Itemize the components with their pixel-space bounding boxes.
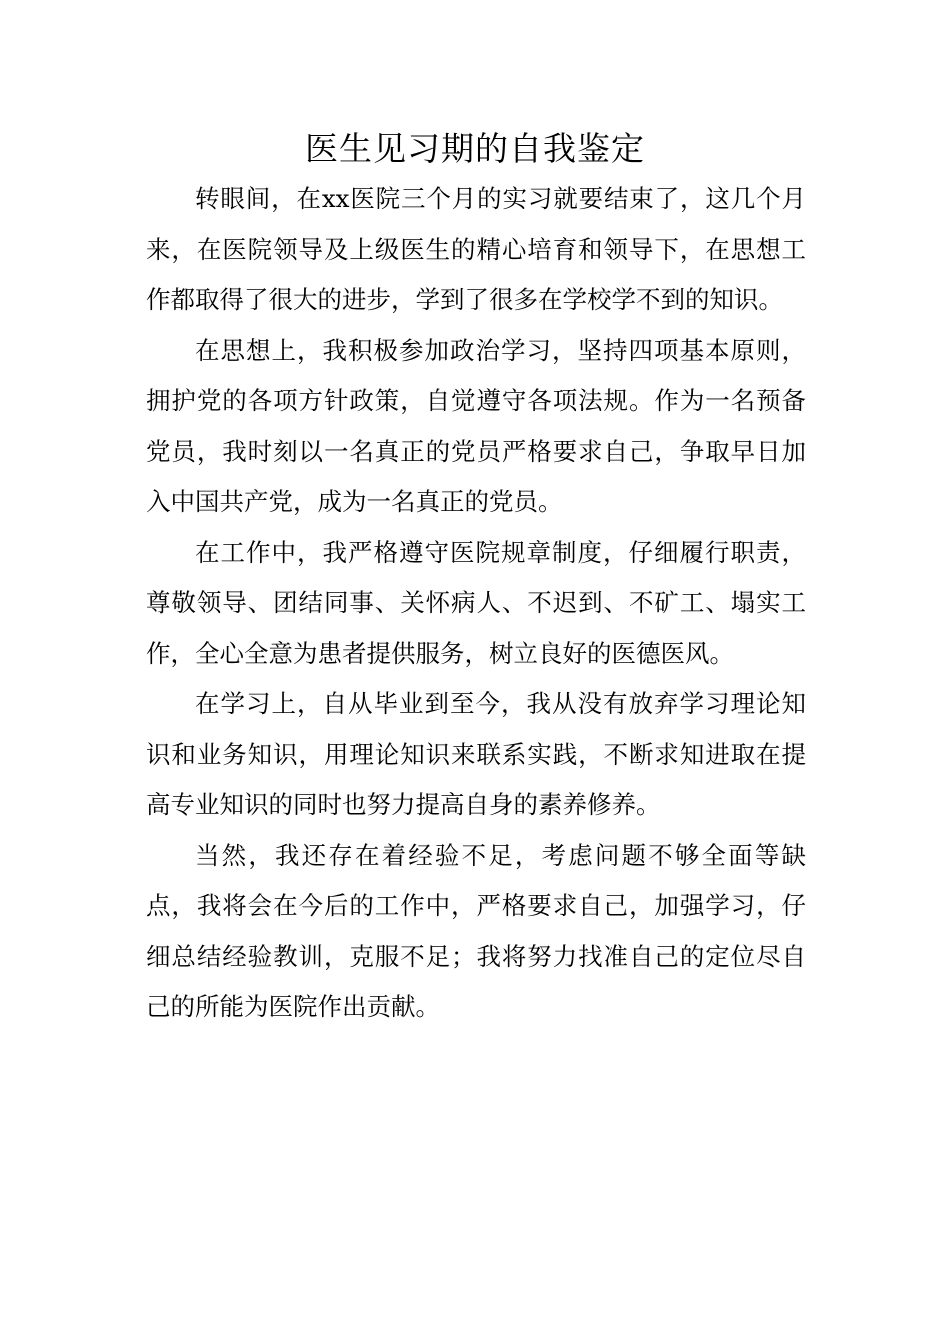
paragraph-ideology: 在思想上，我积极参加政治学习，坚持四项基本原则，拥护党的各项方针政策，自觉遵守各项法规。作为一名预备党员，我时刻以一名真正的党员严格要求自己，争取早日加入中国共产党，成为一名真正的党员。: [146, 335, 806, 516]
paragraph-study: 在学习上，自从毕业到至今，我从没有放弃学习理论知识和业务知识，用理论知识来联系实践，不断求知进取在提高专业知识的同时也努力提高自身的素养修养。: [146, 689, 806, 819]
document-title: 医生见习期的自我鉴定: [305, 129, 645, 168]
paragraph-work: 在工作中，我严格遵守医院规章制度，仔细履行职责，尊敬领导、团结同事、关怀病人、不迟到、不矿工、塌实工作，全心全意为患者提供服务，树立良好的医德医风。: [146, 537, 806, 668]
paragraph-intro: 转眼间，在xx医院三个月的实习就要结束了，这几个月来，在医院领导及上级医生的精心培育和领导下，在思想工作都取得了很大的进步，学到了很多在学校学不到的知识。: [146, 184, 806, 314]
document-body: [146, 174, 806, 1033]
paragraph-shortcomings: 当然，我还存在着经验不足，考虑问题不够全面等缺点，我将会在今后的工作中，严格要求自己，加强学习，仔细总结经验教训，克服不足；我将努力找准自己的定位尽自己的所能为医院作出贡献。: [146, 840, 806, 1021]
